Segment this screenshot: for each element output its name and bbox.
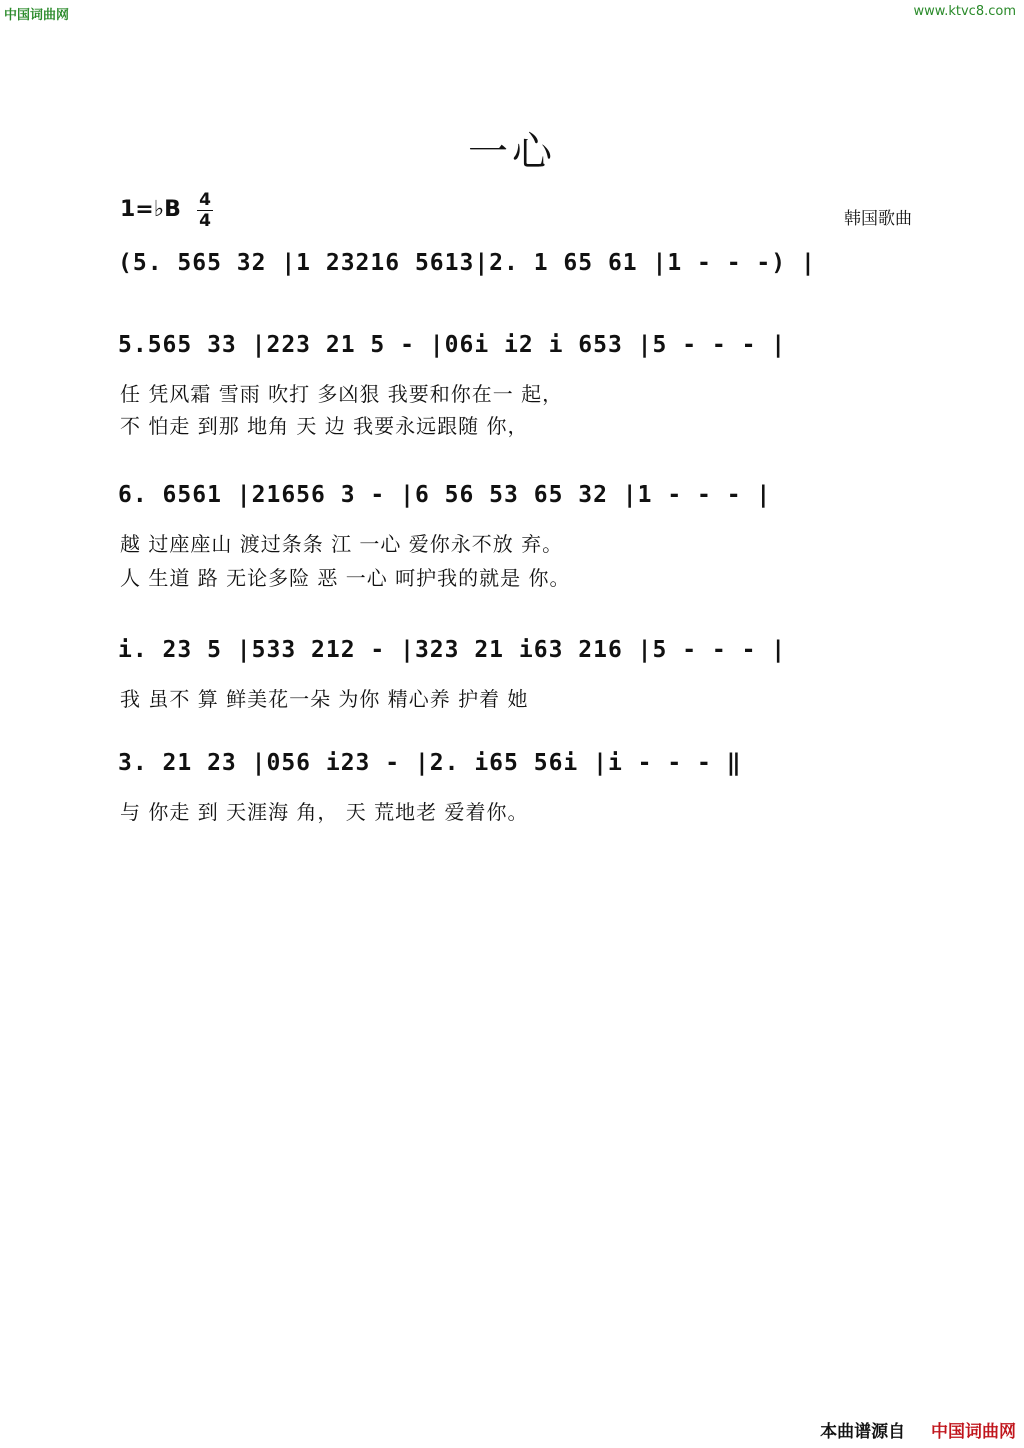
composer-credit: 韩国歌曲: [844, 209, 912, 229]
site-logo-left[interactable]: 中国词曲网: [4, 8, 70, 23]
footer-attribution: [820, 1417, 1016, 1442]
score-line-notes: 5.565 33 |223 21 5 - |06i i2 i 653 |5 - - - |: [118, 332, 787, 358]
site-url-right[interactable]: www.ktvc8.com: [913, 4, 1016, 19]
score-line-2: [118, 322, 913, 368]
score-line-notes: (5. 565 32 |1 23216 5613|2. 1 65 61 |1 - - -) |: [118, 250, 816, 276]
footer-source-label: 本曲谱源自: [820, 1422, 906, 1442]
time-signature: [197, 190, 213, 231]
lyric-line-6: 与 你走 到 天涯海 角， 天 荒地老 爱着你。: [120, 800, 529, 824]
score-line-notes: 6. 6561 |21656 3 - |6 56 53 65 32 |1 - - - |: [118, 482, 772, 508]
score-line-4: [118, 627, 913, 673]
lyric-line-3: 越 过座座山 渡过条条 江 一心 爱你永不放 弃。: [120, 532, 564, 556]
key-signature: 1=♭B: [120, 197, 181, 222]
score-line-5: [118, 740, 913, 786]
score-line-3: [118, 472, 913, 518]
time-signature-bottom: 4: [197, 210, 213, 231]
footer-brand-link[interactable]: 中国词曲网: [931, 1422, 1016, 1442]
score-line-notes: 3. 21 23 |056 i23 - |2. i65 56i |i - - - ‖: [118, 750, 742, 776]
song-title: 一心: [468, 129, 556, 175]
lyric-line-5: 我 虽不 算 鲜美花一朵 为你 精心养 护着 她: [120, 687, 529, 711]
time-signature-top: 4: [199, 190, 211, 210]
lyric-line-1: 任 凭风霜 雪雨 吹打 多凶狠 我要和你在一 起，: [120, 382, 564, 406]
score-line-1: [118, 240, 913, 286]
score-line-notes: i. 23 5 |533 212 - |323 21 i63 216 |5 - - - |: [118, 637, 787, 663]
lyric-line-4: 人 生道 路 无论多险 恶 一心 呵护我的就是 你。: [120, 566, 571, 590]
lyric-line-2: 不 怕走 到那 地角 天 边 我要永远跟随 你，: [120, 414, 529, 438]
